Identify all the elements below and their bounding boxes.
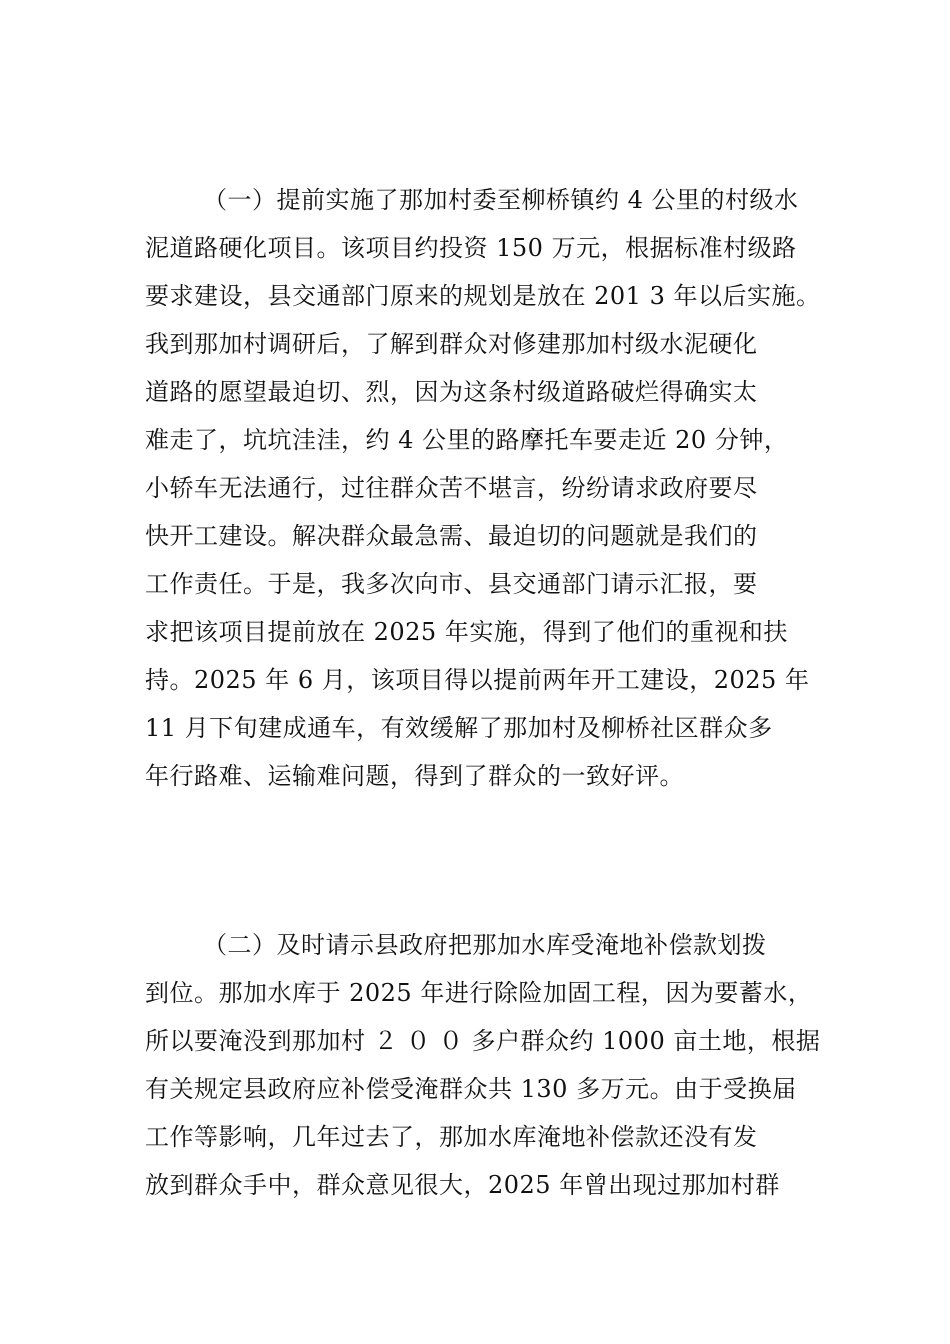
text-line: 年行路难、运输难问题，得到了群众的一致好评。 <box>145 762 684 790</box>
text-line: 求把该项目提前放在 2025 年实施，得到了他们的重视和扶 <box>145 618 788 646</box>
text-line: 所以要淹没到那加村 ２ ０ ０ 多户群众约 1000 亩土地，根据 <box>145 1027 821 1055</box>
text-line: 要求建设，县交通部门原来的规划是放在 201 3 年以后实施。 <box>145 282 821 310</box>
text-line: 放到群众手中，群众意见很大，2025 年曾出现过那加村群 <box>145 1171 780 1199</box>
paragraph-road-project <box>145 180 821 804</box>
text-line: 有关规定县政府应补偿受淹群众共 130 多万元。由于受换届 <box>145 1075 797 1103</box>
text-line: 工作等影响，几年过去了，那加水库淹地补偿款还没有发 <box>145 1123 758 1151</box>
text-line: （一）提前实施了那加村委至柳桥镇约 4 公里的村级水 <box>203 186 799 214</box>
text-line: 小轿车无法通行，过往群众苦不堪言，纷纷请求政府要尽 <box>145 474 758 502</box>
text-line: （二）及时请示县政府把那加水库受淹地补偿款划拨 <box>203 931 767 959</box>
text-line: 快开工建设。解决群众最急需、最迫切的问题就是我们的 <box>145 522 758 550</box>
text-line: 到位。那加水库于 2025 年进行除险加固工程，因为要蓄水， <box>145 979 813 1007</box>
text-line: 11 月下旬建成通车，有效缓解了那加村及柳桥社区群众多 <box>145 714 773 742</box>
paragraph-reservoir-compensation <box>145 925 821 1213</box>
text-line: 持。2025 年 6 月，该项目得以提前两年开工建设，2025 年 <box>145 666 810 694</box>
text-line: 泥道路硬化项目。该项目约投资 150 万元，根据标准村级路 <box>145 234 797 262</box>
text-line: 难走了，坑坑洼洼，约 4 公里的路摩托车要走近 20 分钟， <box>145 426 789 454</box>
text-line: 道路的愿望最迫切、烈，因为这条村级道路破烂得确实太 <box>145 378 758 406</box>
text-line: 工作责任。于是，我多次向市、县交通部门请示汇报，要 <box>145 570 758 598</box>
text-line: 我到那加村调研后，了解到群众对修建那加村级水泥硬化 <box>145 330 758 358</box>
